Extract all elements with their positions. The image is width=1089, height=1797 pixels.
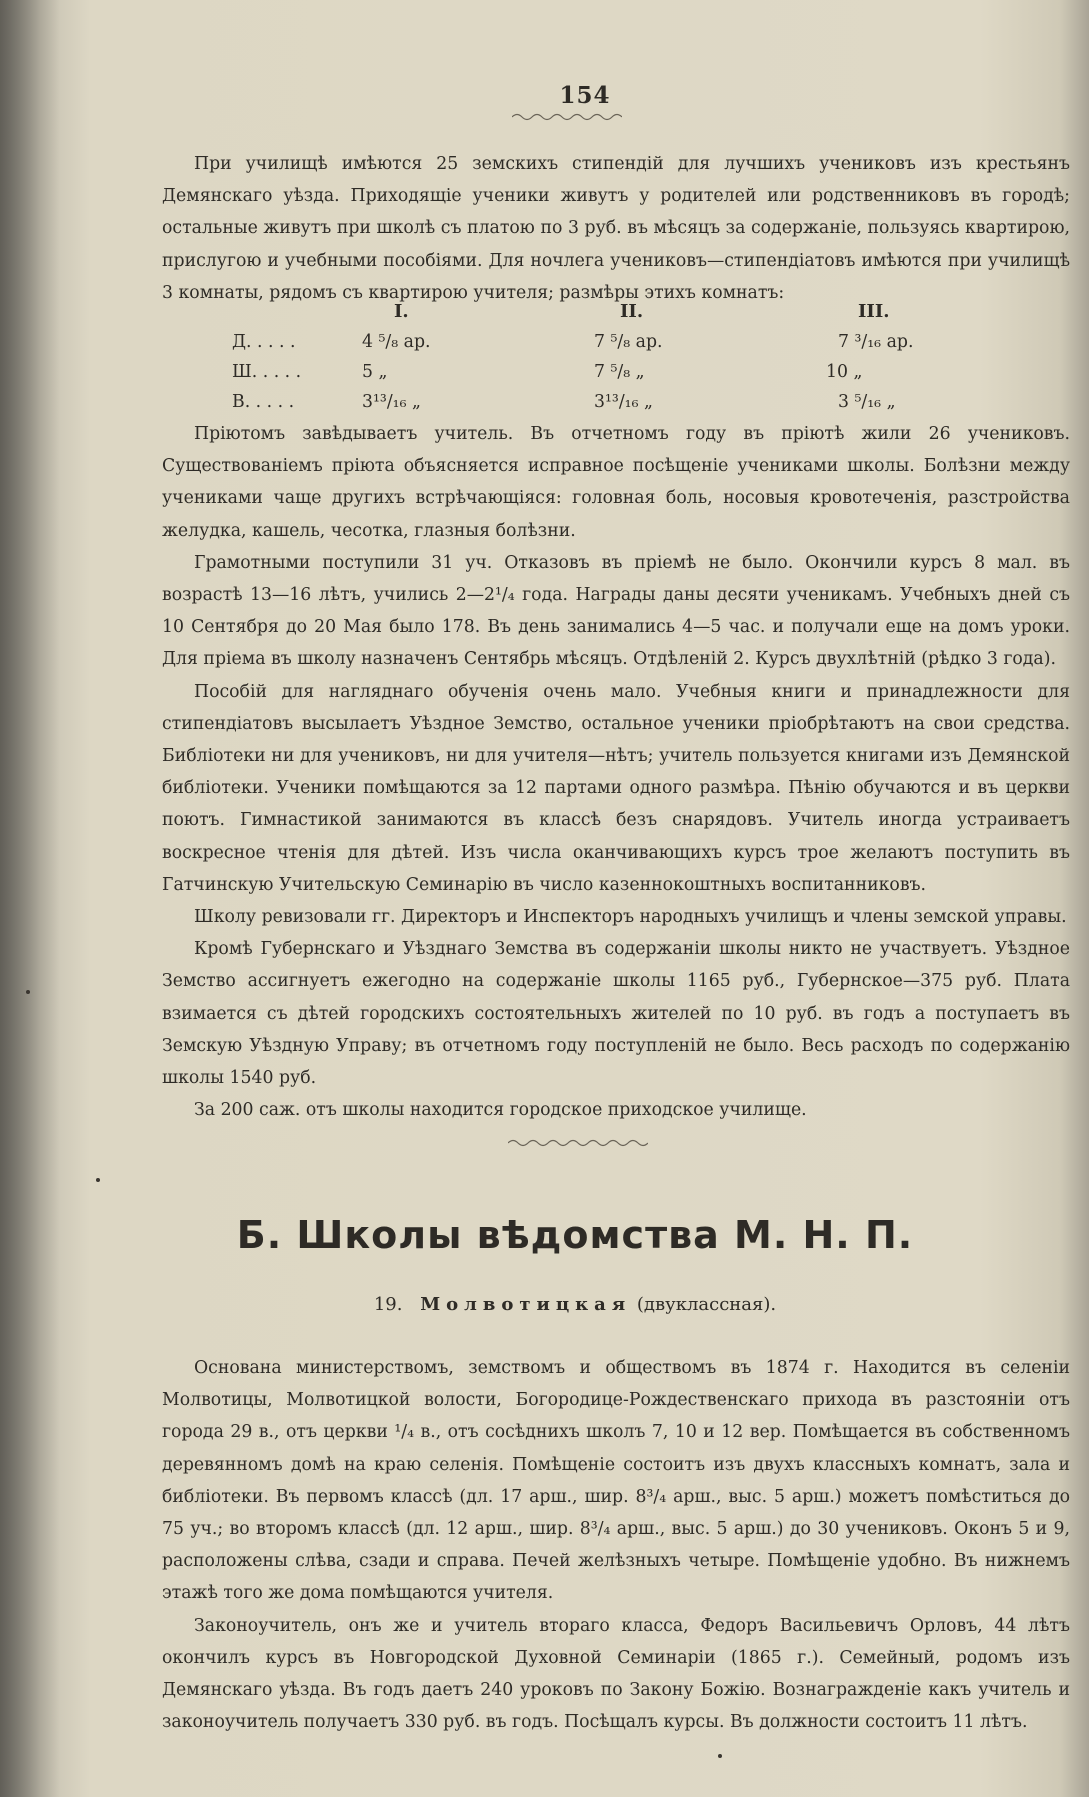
paragraph: Пріютомъ завѣдываетъ учитель. Въ отчетномъ году въ пріютѣ жили 26 учениковъ. Существованіемъ пріюта объясняется исправное посѣщеніе учениками школы. Болѣзни между учениками чаще другихъ встрѣчающіяся: головная боль, носовыя кровотеченія, разстройства желудка, кашель, чесотка, глазныя болѣзни. [162,424,1070,541]
table-row [162,357,1070,387]
ink-speck [96,1178,100,1182]
paragraph: Кромѣ Губернскаго и Уѣзднаго Земства въ содержаніи школы никто не участвуетъ. Уѣздное Земство ассигнуетъ ежегодно на содержаніе школы 1165 руб., Губернское—375 руб. Плата взимается съ дѣтей городскихъ состоятельныхъ жителей по 10 руб. въ годъ а поступаетъ въ Земскую Уѣздную Управу; въ отчетномъ году поступленій не было. Весь расходъ по содержанію школы 1540 руб. [162,939,1070,1089]
paragraph: Законоучитель, онъ же и учитель втораго класса, Федоръ Васильевичъ Орловъ, 44 лѣтъ окончилъ курсъ въ Новгородской Духовной Семинаріи (1865 г.). Семейный, родомъ изъ Демянскаго уѣзда. Въ годъ даетъ 240 уроковъ по Закону Божію. Вознагражденіе какъ учитель и законоучитель получаетъ 330 руб. въ годъ. Посѣщалъ курсы. Въ должности состоитъ 11 лѣтъ. [162,1615,1070,1733]
column-header: I. [394,301,409,322]
table-cell: 10 „ [826,362,863,382]
intro-text [162,148,1070,309]
rooms-size-table [162,297,1070,417]
row-label: Д. . . . . [232,332,296,352]
table-cell: 7 ³/₁₆ ар. [838,332,914,352]
school-19-description [162,1352,1070,1738]
row-label: Ш. . . . . [232,362,302,382]
school-number: 19. [373,1294,403,1315]
ink-speck [26,990,30,994]
paragraph: Грамотными поступили 31 уч. Отказовъ въ пріемѣ не было. Окончили курсъ 8 мал. въ возрастѣ 13—16 лѣтъ, учились 2—2¹/₄ года. Награды даны десяти ученикамъ. Учебныхъ дней съ 10 Сентября до 20 Мая было 178. Въ день занимались 4—5 час. и получали еще на домъ уроки. Для пріема въ школу назначенъ Сентябрь мѣсяцъ. Отдѣленій 2. Курсъ двухлѣтній (рѣдко 3 года). [162,552,1070,670]
school-type: (двуклассная). [636,1294,777,1315]
school-name: Молвотицкая [420,1294,632,1315]
paragraph: Школу ревизовали гг. Директоръ и Инспекторъ народныхъ училищъ и члены земской управы. [194,907,1067,928]
table-cell: 3 ⁵/₁₆ „ [838,392,896,412]
top-ornament [512,112,622,122]
table-cell: 3¹³/₁₆ „ [362,392,421,412]
table-row [162,327,1070,357]
table-cell: 5 „ [362,362,388,382]
paragraph: При училищѣ имѣются 25 земскихъ стипендій для лучшихъ учениковъ изъ крестьянъ Демянскаго уѣзда. Приходящіе ученики живутъ у родителей или родственниковъ въ городѣ; остальные живутъ при школѣ съ платою по 3 руб. въ мѣсяцъ за содержаніе, пользуясь квартирою, прислугою и учебными пособіями. Для ночлега учениковъ—стипендіатовъ имѣются при училищѣ 3 комнаты, рядомъ съ квартирою учителя; размѣры этихъ комнатъ: [162,154,1070,303]
column-header: III. [858,301,890,322]
table-row [162,387,1070,417]
spine-shadow [0,0,60,1797]
row-label: В. . . . . [232,392,295,412]
table-cell: 7 ⁵/₈ „ [594,362,645,382]
paragraph: Пособій для нагляднаго обученія очень мало. Учебныя книги и принадлежности для стипендіатовъ высылаетъ Уѣздное Земство, остальное ученики пріобрѣтаютъ на свои средства. Библіотеки ни для учениковъ, ни для учителя—нѣтъ; учитель пользуется книгами изъ Демянской библіотеки. Ученики помѣщаются за 12 партами одного размѣра. Пѣнію обучаются и въ церкви поютъ. Гимнастикой занимаются въ классѣ безъ снарядовъ. Учитель иногда устраиваетъ воскресное чтенія для дѣтей. Изъ числа оканчивающихъ курсъ трое желаютъ поступить въ Гатчинскую Учительскую Семинарію въ число казеннокоштныхъ воспитанниковъ. [162,681,1070,895]
ink-speck [718,1754,722,1758]
page-number: 154 [559,82,611,109]
school-title [0,1294,1089,1315]
table-header-row [162,297,1070,327]
school-description [162,418,1070,1126]
section-ornament [508,1138,648,1148]
table-cell: 7 ⁵/₈ ар. [594,332,663,352]
column-header: II. [620,301,644,322]
table-cell: 4 ⁵/₈ ар. [362,332,431,352]
paragraph: Основана министерствомъ, земствомъ и обществомъ въ 1874 г. Находится въ селеніи Молвотицы, Молвотицкой волости, Богородице-Рождественскаго прихода въ разстояніи отъ города 29 в., отъ церкви ¹/₄ в., отъ сосѣднихъ школъ 7, 10 и 12 вер. Помѣщается въ собственномъ деревянномъ домѣ на краю селенія. Помѣщеніе состоитъ изъ двухъ классныхъ комнатъ, зала и библіотеки. Въ первомъ классѣ (дл. 17 арш., шир. 8³/₄ арш., выс. 5 арш.) можетъ помѣститься до 75 уч.; во второмъ классѣ (дл. 12 арш., шир. 8³/₄ арш., выс. 5 арш.) до 30 учениковъ. Оконъ 5 и 9, расположены слѣва, сзади и справа. Печей желѣзныхъ четыре. Помѣщеніе удобно. Въ нижнемъ этажѣ того же дома помѣщаются учителя. [162,1358,1070,1604]
paragraph: За 200 саж. отъ школы находится городское приходское училище. [194,1100,807,1121]
table-cell: 3¹³/₁₆ „ [594,392,653,412]
section-heading: Б. Школы вѣдомства М. Н. П. [236,1213,914,1257]
